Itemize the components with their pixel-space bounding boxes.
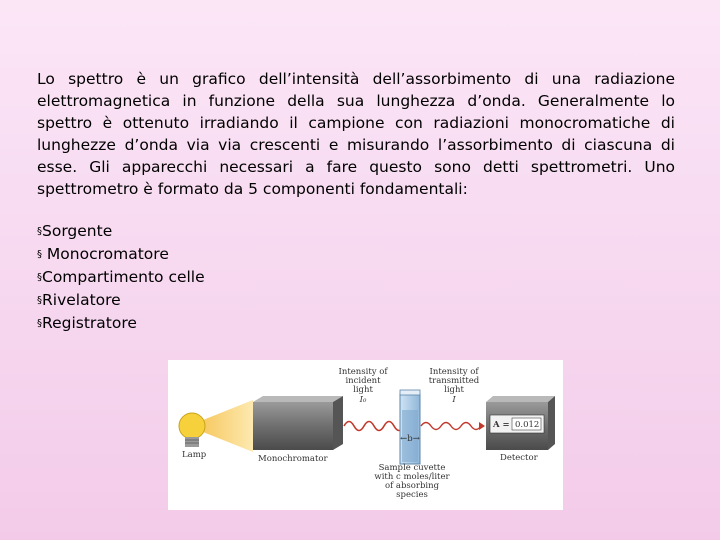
list-item: [37, 220, 205, 243]
path-length-label: ←b→: [400, 434, 420, 444]
component-list: [37, 220, 205, 335]
list-item-text: Monocromatore: [42, 245, 169, 263]
sample-label-line4: species: [396, 490, 428, 500]
lamp-label: Lamp: [182, 450, 207, 460]
detector-label: Detector: [500, 453, 538, 463]
transmitted-label-line2: transmitted: [428, 376, 480, 386]
list-item-text: Compartimento celle: [42, 268, 205, 286]
bullet-marker: §: [37, 318, 42, 329]
incident-symbol: I₀: [359, 395, 367, 405]
transmitted-symbol: I: [452, 395, 456, 405]
list-item: [37, 312, 205, 335]
sample-label-line3: of absorbing: [384, 481, 440, 491]
monochromator-box-icon: [253, 396, 343, 450]
absorbance-value: 0.012: [515, 420, 540, 430]
bullet-marker: §: [37, 249, 42, 260]
list-item: [37, 243, 205, 266]
transmitted-wave-icon: [421, 423, 481, 430]
list-item-text: Rivelatore: [42, 291, 121, 309]
sample-cuvette-icon: [400, 390, 420, 464]
list-item: [37, 289, 205, 312]
description-paragraph: Lo spettro è un grafico dell’intensità dell’assorbimento di una radiazione elettromagnetica in funzione della sua lunghezza d’onda. Generalmente lo spettro è ottenuto irradiando il campione con radiazioni monocromatiche di lunghezze d’onda via via crescenti e misurando l’assorbimento di ciascuna di esse. Gli apparecchi necessari a fare questo sono detti spettrometri. Uno spettrometro è formato da 5 componenti fondamentali:: [37, 70, 675, 198]
incident-label-line1: Intensity of: [338, 367, 388, 377]
list-item-text: Sorgente: [42, 222, 113, 240]
transmitted-label-line1: Intensity of: [429, 367, 479, 377]
list-item-text: Registratore: [42, 314, 137, 332]
sample-label-line2: with c moles/liter: [374, 472, 450, 482]
absorbance-letter: A =: [493, 420, 510, 430]
sample-label-line1: Sample cuvette: [378, 463, 446, 473]
list-item: [37, 266, 205, 289]
monochromator-label: Monochromator: [258, 454, 328, 464]
incident-label-line2: incident: [345, 376, 381, 386]
bullet-marker: §: [37, 226, 42, 237]
bullet-marker: §: [37, 295, 42, 306]
incident-label-line3: light: [353, 385, 373, 395]
light-beam: [198, 400, 253, 452]
transmitted-label-line3: light: [444, 385, 464, 395]
lamp-icon: [179, 413, 205, 447]
spectrometer-diagram: [168, 360, 563, 510]
bullet-marker: §: [37, 272, 42, 283]
